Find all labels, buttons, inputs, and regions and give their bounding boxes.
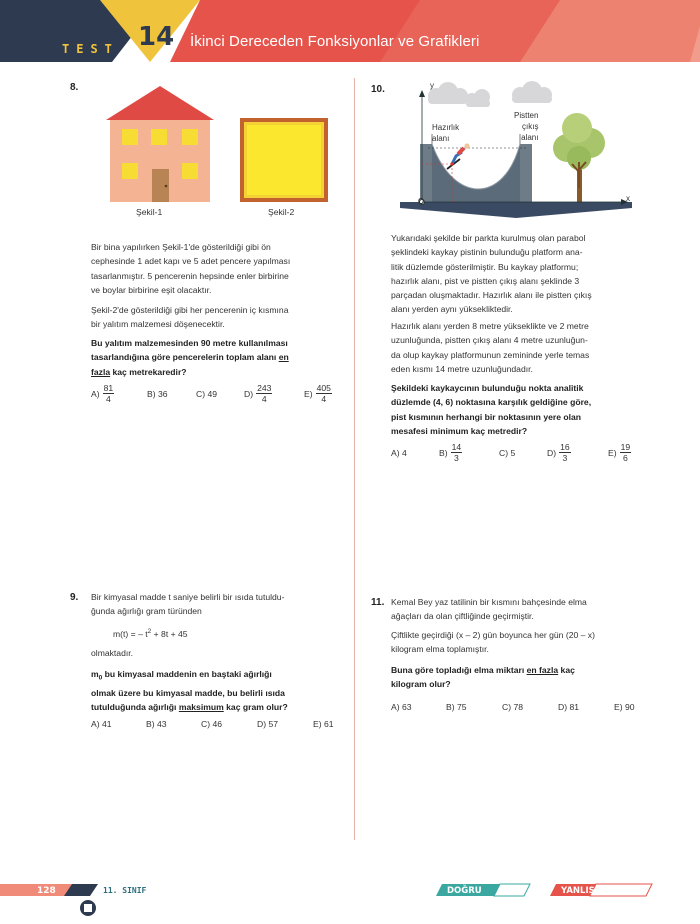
q9-option-b[interactable]: B) 43 [146, 719, 167, 729]
q9-option-e[interactable]: E) 61 [313, 719, 334, 729]
q9-formula: m(t) = – $t^2 + 8t + 45$ [113, 628, 188, 639]
q11-question-stem: Buna göre topladığı elma miktarı en fazla kaç kilogram olur? [391, 665, 575, 690]
q11-option-e[interactable]: E) 90 [614, 702, 635, 712]
test-label: TEST [62, 42, 119, 56]
q11-paragraph-1: Kemal Bey yaz tatilinin bir kısmını bahçesinde elma ağaçları da olan çiftliğinde geçirmiştir. [391, 597, 587, 622]
cloud-icon [428, 81, 552, 107]
q10-option-b[interactable]: B) $\frac{14}{3}$ [439, 442, 462, 463]
q11-option-b[interactable]: B) 75 [446, 702, 467, 712]
question-10-number: 10. [371, 84, 385, 95]
question-9-number: 9. [70, 592, 79, 603]
q8-options [91, 383, 341, 404]
building-illustration [106, 86, 214, 202]
q8-option-b[interactable]: B) 36 [147, 388, 168, 399]
q9-option-d[interactable]: D) 57 [257, 719, 279, 729]
y-axis-label: y [430, 81, 434, 90]
q11-options [391, 702, 641, 712]
figure-2-caption: Şekil-2 [268, 207, 295, 217]
q10-option-c[interactable]: C) 5 [499, 447, 516, 458]
q10-paragraph-1: Yukarıdaki şekilde bir parkta kurulmuş olan parabol şeklindeki kaykay pistinin bulunduğu platform ana- litik düzlemde gösterilmiştir. Bu kaykay platformu; hazırlık alanı, pist ve pistten çıkış alanı şeklinde 3 parçadan oluşmaktadır. Hazırlık alanı ile pistten çıkış alanı yerden aynı yüksekliktedir. [391, 233, 592, 315]
page-header [0, 0, 700, 62]
yanlis-label[interactable]: YANLIŞ [561, 886, 595, 896]
dogru-label[interactable]: DOĞRU [447, 886, 482, 896]
question-8-number: 8. [70, 82, 79, 93]
page-number: 128 [37, 886, 56, 896]
q11-option-a[interactable]: A) 63 [391, 702, 412, 712]
x-axis-label: x [626, 194, 630, 203]
q9-intro: Bir kimyasal madde t saniye belirli bir ısıda tutuldu- ğunda ağırlığı gram türünden [91, 592, 285, 617]
q8-option-d[interactable]: D) $\frac{243}{4}$ [244, 383, 272, 404]
q8-figure [104, 84, 330, 206]
q8-option-c[interactable]: C) 49 [196, 388, 218, 399]
window-illustration [240, 118, 328, 202]
q11-paragraph-2: Çiftlikte geçirdiği (x – 2) gün boyunca her gün (20 – x) kilogram elma toplamıştır. [391, 630, 595, 655]
q8-paragraph-1: Bir bina yapılırken Şekil-1'de gösterildiği gibi ön cephesinde 1 adet kapı ve 5 adet pencere yapılması tasarlanmıştır. 5 pencerenin hepsinde enler birbirine ve boylar birbirine eşit olacaktır. [91, 242, 291, 295]
column-divider [354, 78, 355, 840]
q10-option-e[interactable]: E) $\frac{19}{6}$ [608, 442, 631, 463]
q9-question-stem: $m_0$ bu kimyasal maddenin en baştaki ağırlığı olmak üzere bu kimyasal madde, bu belirli ısıda tutulduğunda ağırlığı maksimum kaç gram olur? [91, 669, 288, 713]
tree-illustration [553, 113, 605, 202]
q8-option-e[interactable]: E) $\frac{405}{4}$ [304, 383, 331, 404]
q8-option-a[interactable]: A) $\frac{81}{4}$ [91, 383, 114, 404]
q10-option-a[interactable]: A) 4 [391, 447, 407, 458]
q10-option-d[interactable]: D) $\frac{16}{3}$ [547, 442, 570, 463]
skater-illustration [447, 143, 470, 169]
q8-question-stem: Bu yalıtım malzemesinden 90 metre kullanılması tasarlandığına göre pencerelerin toplam alanı en fazla kaç metrekaredir? [91, 338, 289, 377]
grade-label: 11. SINIF [103, 886, 147, 895]
q11-option-d[interactable]: D) 81 [558, 702, 580, 712]
pistten-cikis-label: Pistten çıkış alanı [514, 111, 539, 142]
hazirlik-label: Hazırlık alanı [432, 123, 460, 143]
test-number: 14 [138, 22, 175, 52]
q8-paragraph-2: Şekil-2'de gösterildiği gibi her pencerenin iç kısmına bir yalıtım malzemesi döşenecektir. [91, 305, 289, 330]
q10-question-stem: Şekildeki kaykaycının bulunduğu nokta analitik düzlemde (4, 6) noktasına karşılık geldiğine göre, pist kısmının herhangi bir noktasının yere olan mesafesi minimum kaç metredir? [391, 383, 592, 436]
skate-ramp-figure [396, 80, 636, 220]
q11-option-c[interactable]: C) 78 [502, 702, 524, 712]
q9-option-a[interactable]: A) 41 [91, 719, 112, 729]
question-11-number: 11. [371, 597, 385, 608]
q9-options [91, 719, 341, 729]
q9-text: olmaktadır. [91, 648, 134, 658]
q10-options [391, 442, 641, 463]
origin-label: O [418, 197, 425, 206]
page-title: İkinci Dereceden Fonksiyonlar ve Grafikleri [190, 33, 480, 50]
q10-paragraph-2: Hazırlık alanı yerden 8 metre yükseklikte ve 2 metre uzunluğunda, pistten çıkış alanı 4 metre uzunluğun- da olup kaykay platformunun zemininde yerle temas eden kısmı 14 metre uzunluğundadır. [391, 321, 590, 374]
figure-1-caption: Şekil-1 [136, 207, 163, 217]
q9-option-c[interactable]: C) 46 [201, 719, 223, 729]
book-icon [80, 900, 96, 916]
